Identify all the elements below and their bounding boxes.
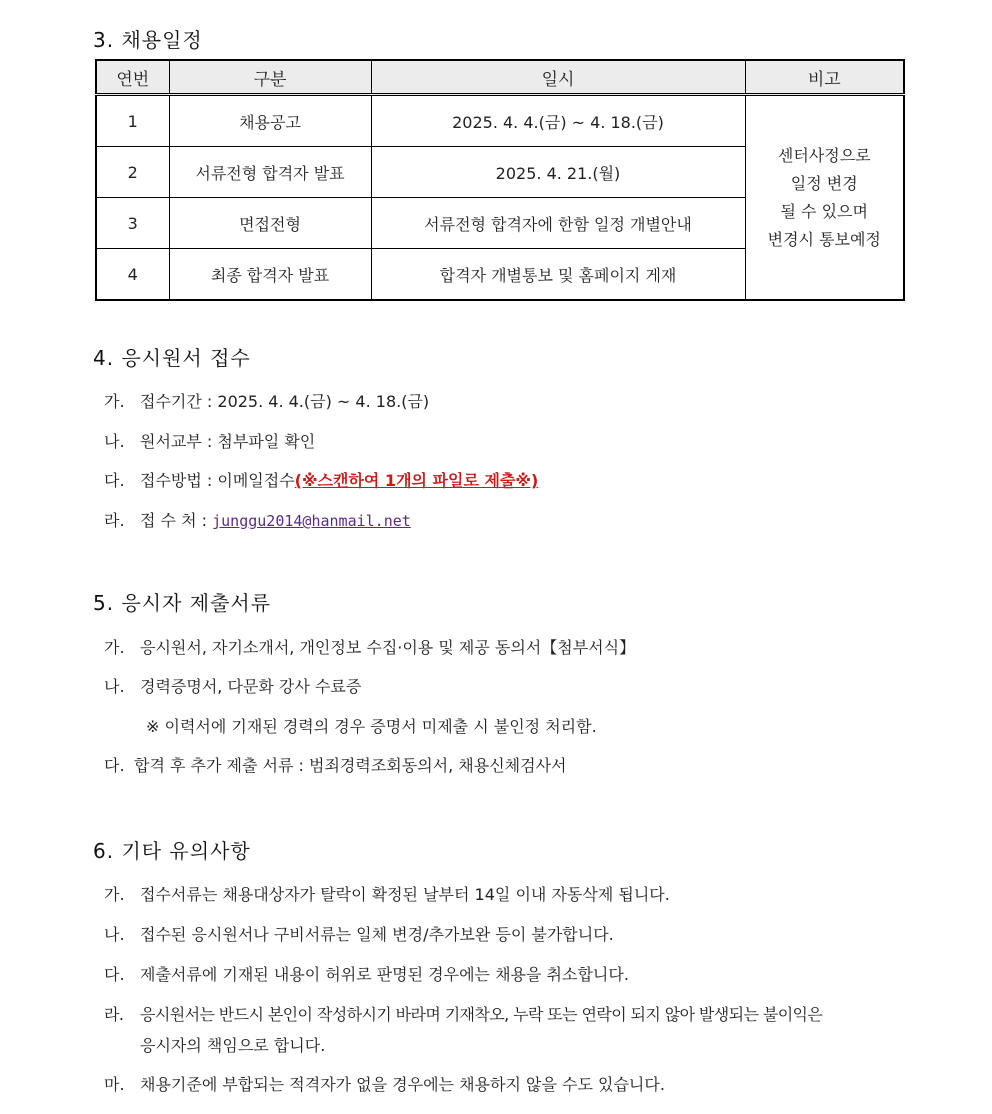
section-6-title: 6. 기타 유의사항 <box>93 839 251 863</box>
item-text: 응시원서, 자기소개서, 개인정보 수집·이용 및 제공 동의서【첨부서식】 <box>140 638 636 657</box>
item-mark: 나. <box>104 432 125 451</box>
header-date: 일시 <box>371 60 745 95</box>
list-item <box>104 753 566 776</box>
row-no: 2 <box>96 147 169 198</box>
section-5-title: 5. 응시자 제출서류 <box>93 591 272 615</box>
note-line: 변경시 통보예정 <box>767 229 881 249</box>
item-mark: 가. <box>104 392 125 411</box>
item-mark: 마. <box>104 1075 125 1094</box>
list-item <box>104 1002 822 1025</box>
list-item <box>104 882 670 905</box>
item-text: 원서교부 : 첨부파일 확인 <box>140 432 316 451</box>
row-category: 최종 합격자 발표 <box>169 249 371 301</box>
item-mark: 다. <box>104 471 125 490</box>
item-mark: 가. <box>104 638 125 657</box>
list-item <box>104 389 429 412</box>
header-no: 연번 <box>96 60 169 95</box>
header-note: 비고 <box>745 60 904 95</box>
section-3-title: 3. 채용일정 <box>93 28 203 52</box>
list-item <box>104 962 629 985</box>
item-text: 접수기간 : 2025. 4. 4.(금) ~ 4. 18.(금) <box>140 392 430 411</box>
item-text: 경력증명서, 다문화 강사 수료증 <box>140 677 362 696</box>
row-date: 2025. 4. 21.(월) <box>371 147 745 198</box>
row-category: 채용공고 <box>169 95 371 147</box>
list-item <box>104 468 538 491</box>
row-category: 서류전형 합격자 발표 <box>169 147 371 198</box>
row-no: 4 <box>96 249 169 301</box>
item-text: ※ 이력서에 기재된 경력의 경우 증명서 미제출 시 불인정 처리함. <box>146 717 597 736</box>
item-text: 접 수 처 : <box>140 511 213 530</box>
list-item <box>104 922 614 945</box>
schedule-table <box>95 59 905 301</box>
row-category: 면접전형 <box>169 198 371 249</box>
email-link[interactable]: junggu2014@hanmail.net <box>212 512 411 530</box>
item-text: 접수서류는 채용대상자가 탈락이 확정된 날부터 14일 이내 자동삭제 됩니다. <box>140 885 670 904</box>
item-mark: 라. <box>104 1005 124 1024</box>
table-row <box>96 95 904 147</box>
item-text: 응시자의 책임으로 합니다. <box>140 1036 326 1055</box>
list-item-continuation <box>140 1033 325 1056</box>
row-no: 3 <box>96 198 169 249</box>
item-mark: 다. <box>104 756 125 775</box>
note-cell <box>745 95 904 301</box>
row-no: 1 <box>96 95 169 147</box>
row-date: 서류전형 합격자에 한함 일정 개별안내 <box>371 198 745 249</box>
item-text: 채용기준에 부합되는 적격자가 없을 경우에는 채용하지 않을 수도 있습니다. <box>140 1075 665 1094</box>
item-text: 응시원서는 반드시 본인이 작성하시기 바라며 기재착오, 누락 또는 연락이 되지 않아 발생되는 불이익은 <box>140 1005 823 1024</box>
item-mark: 가. <box>104 885 125 904</box>
item-text: 접수방법 : 이메일접수 <box>140 471 295 490</box>
item-text: 제출서류에 기재된 내용이 허위로 판명된 경우에는 채용을 취소합니다. <box>140 965 629 984</box>
list-item <box>104 508 411 531</box>
item-mark: 나. <box>104 925 125 944</box>
item-mark: 나. <box>104 677 125 696</box>
item-text: 합격 후 추가 제출 서류 : 범죄경력조회동의서, 채용신체검사서 <box>134 756 567 775</box>
list-item-note <box>146 714 597 737</box>
note-line: 일정 변경 <box>790 173 858 193</box>
item-mark: 라. <box>104 511 125 530</box>
list-item <box>104 429 315 452</box>
row-date: 2025. 4. 4.(금) ~ 4. 18.(금) <box>371 95 745 147</box>
table-header-row <box>96 60 904 95</box>
header-category: 구분 <box>169 60 371 95</box>
list-item <box>104 1072 665 1095</box>
list-item <box>104 674 361 697</box>
item-mark: 다. <box>104 965 125 984</box>
row-date: 합격자 개별통보 및 홈페이지 게재 <box>371 249 745 301</box>
item-text: 접수된 응시원서나 구비서류는 일체 변경/추가보완 등이 불가합니다. <box>140 925 614 944</box>
emphasis-text: (※스캔하여 1개의 파일로 제출※) <box>294 471 539 490</box>
note-line: 센터사정으로 <box>777 145 871 165</box>
list-item <box>104 635 635 658</box>
section-4-title: 4. 응시원서 접수 <box>93 346 251 370</box>
note-line: 될 수 있으며 <box>780 201 868 221</box>
